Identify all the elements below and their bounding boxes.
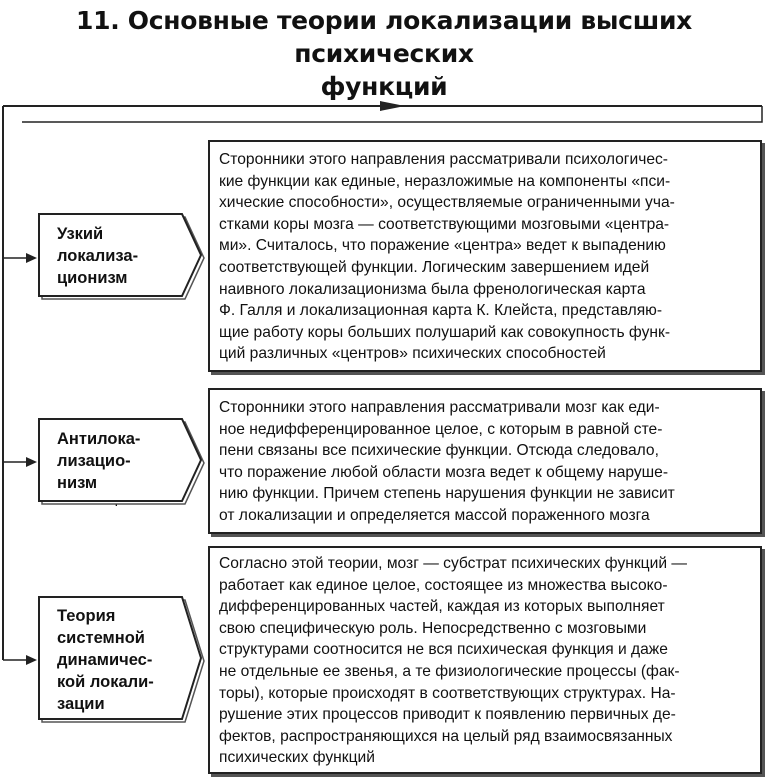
text-line: Сторонники этого направления рассматривали психологичес- <box>219 151 668 168</box>
text-line: Сторонники этого направления рассматривали мозг как еди- <box>219 399 660 416</box>
text-line: стками коры мозга — соответствующими мозговыми «центра- <box>219 215 670 233</box>
text-line: Согласно этой теории, мозг — субстрат психических функций — <box>219 555 687 572</box>
label-line: низм <box>57 474 98 492</box>
text-line: от локализации и определяется массой пораженного мозга <box>219 506 650 524</box>
arrow-3-icon <box>26 655 37 665</box>
text-line: Ф. Галля и локализационная карта К. Клейста, представляю- <box>219 302 663 320</box>
text-line: кие функции как единые, неразложимые на компоненты «пси- <box>219 172 671 190</box>
label-line: ционизм <box>57 269 128 287</box>
label-line: динамичес- <box>57 651 153 669</box>
arrow-1-icon <box>26 253 37 263</box>
text-line: ное недифференцированное целое, с которым в равной сте- <box>219 420 663 438</box>
label-line: локализа- <box>57 247 139 265</box>
label-line: кой локали- <box>57 673 154 691</box>
title-line-2: функций <box>320 72 448 101</box>
text-line: фектов, распространяющихся на целый ряд взаимосвязанных <box>219 727 673 745</box>
text-line: наивного локализационизма была френологическая карта <box>219 280 646 298</box>
description-text <box>219 149 675 365</box>
label-text <box>57 605 154 715</box>
top-arrow-tip <box>380 101 405 111</box>
label-box-systemic-dynamic-localization <box>38 596 208 726</box>
text-line: дифференцированных частей, каждая из которых выполняет <box>219 598 665 616</box>
text-line: психических функций <box>219 749 375 767</box>
label-line: Теория <box>57 607 116 625</box>
label-line: Антилока- <box>57 430 141 448</box>
text-line: работает как единое целое, состоящее из множества высоко- <box>219 576 668 594</box>
stray-dot: · <box>114 496 119 512</box>
label-line: системной <box>57 629 145 647</box>
text-line: пени связаны все психические функции. Отсюда следовало, <box>219 442 659 460</box>
text-line: рушение этих процессов приводит к появлению первичных де- <box>219 706 676 724</box>
text-line: нию функции. Причем степень нарушения функции не зависит <box>219 485 675 503</box>
text-line: что поражение любой области мозга ведет к общему наруше- <box>219 463 669 481</box>
label-line: лизацио- <box>57 452 131 470</box>
text-line: ций различных «центров» психических способностей <box>219 345 606 363</box>
label-text <box>57 428 140 494</box>
title-line-1: 11. Основные теории локализации высших психических <box>76 6 692 68</box>
label-line: зации <box>57 695 105 713</box>
text-line: соответствующей функции. Логическим завершением идей <box>219 258 650 276</box>
text-line: хические способности», осуществляемые ограниченными уча- <box>219 194 675 212</box>
label-box-antilocalizationism <box>38 418 208 508</box>
label-text <box>57 223 138 289</box>
text-line: структурами соотносится не вся психическая функция и даже <box>219 641 668 659</box>
text-line: щие работу коры больших полушарий как совокупность функ- <box>219 323 671 341</box>
text-line: ми». Считалось, что поражение «центра» ведет к выпадению <box>219 237 666 255</box>
text-line: свою специфическую роль. Непосредственно с мозговыми <box>219 619 647 637</box>
description-text <box>219 553 687 769</box>
text-line: торы), которые происходят в соответствующих структурах. На- <box>219 684 676 702</box>
label-box-narrow-localizationism <box>38 213 208 303</box>
description-text <box>219 397 675 527</box>
arrow-2-icon <box>26 457 37 467</box>
label-line: Узкий <box>57 225 104 243</box>
text-line: не отдельные ее звенья, а те физиологические процессы (фак- <box>219 662 680 680</box>
